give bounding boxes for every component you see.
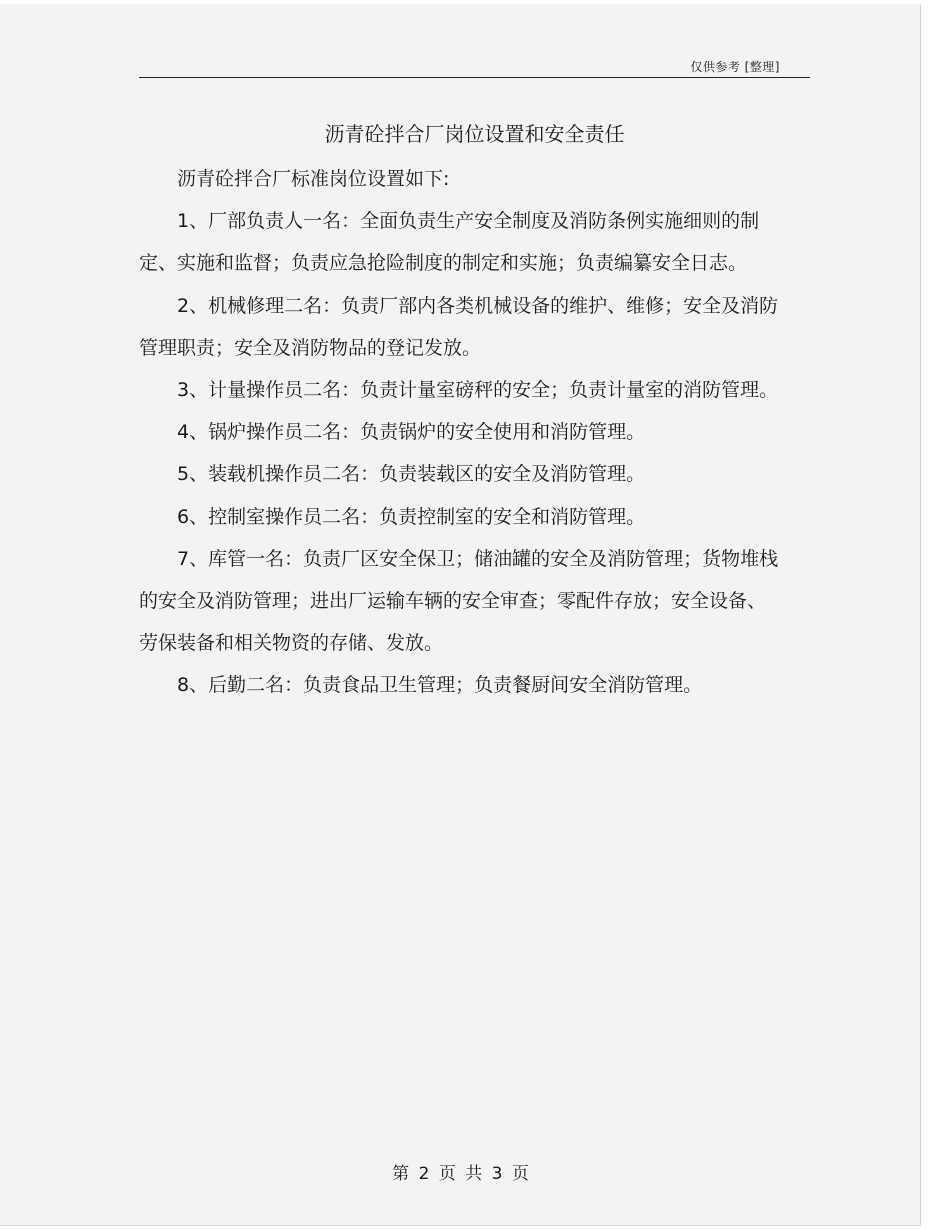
item-paragraph: 6、控制室操作员二名：负责控制室的安全和消防管理。 xyxy=(177,505,646,528)
document-body xyxy=(139,158,779,707)
header-note: 仅供参考 [整理] xyxy=(690,60,780,74)
document-title: 沥青砼拌合厂岗位设置和安全责任 xyxy=(324,122,625,146)
document-page xyxy=(0,4,921,1226)
item-paragraph: 1、厂部负责人一名：全面负责生产安全制度及消防条例实施细则的制定、实施和监督；负责应急抢险制度的制定和实施；负责编纂安全日志。 xyxy=(139,210,760,275)
item-paragraph: 4、锅炉操作员二名：负责锅炉的安全使用和消防管理。 xyxy=(177,421,646,444)
page-number: 第 2 页 共 3 页 xyxy=(392,1164,529,1184)
item-paragraph: 5、装载机操作员二名：负责装载区的安全及消防管理。 xyxy=(177,463,646,486)
intro-paragraph: 沥青砼拌合厂标准岗位设置如下: xyxy=(177,168,450,190)
item-paragraph: 3、计量操作员二名：负责计量室磅秤的安全；负责计量室的消防管理。 xyxy=(177,379,779,402)
item-paragraph: 8、后勤二名：负责食品卫生管理；负责餐厨间安全消防管理。 xyxy=(177,674,703,697)
item-paragraph: 2、机械修理二名：负责厂部内各类机械设备的维护、维修；安全及消防管理职责；安全及消防物品的登记发放。 xyxy=(139,294,779,359)
item-paragraph: 7、库管一名：负责厂区安全保卫；储油罐的安全及消防管理；货物堆栈的安全及消防管理；进出厂运输车辆的安全审查；零配件存放；安全设备、劳保装备和相关物资的存储、发放。 xyxy=(139,547,779,655)
header-divider xyxy=(139,77,810,78)
